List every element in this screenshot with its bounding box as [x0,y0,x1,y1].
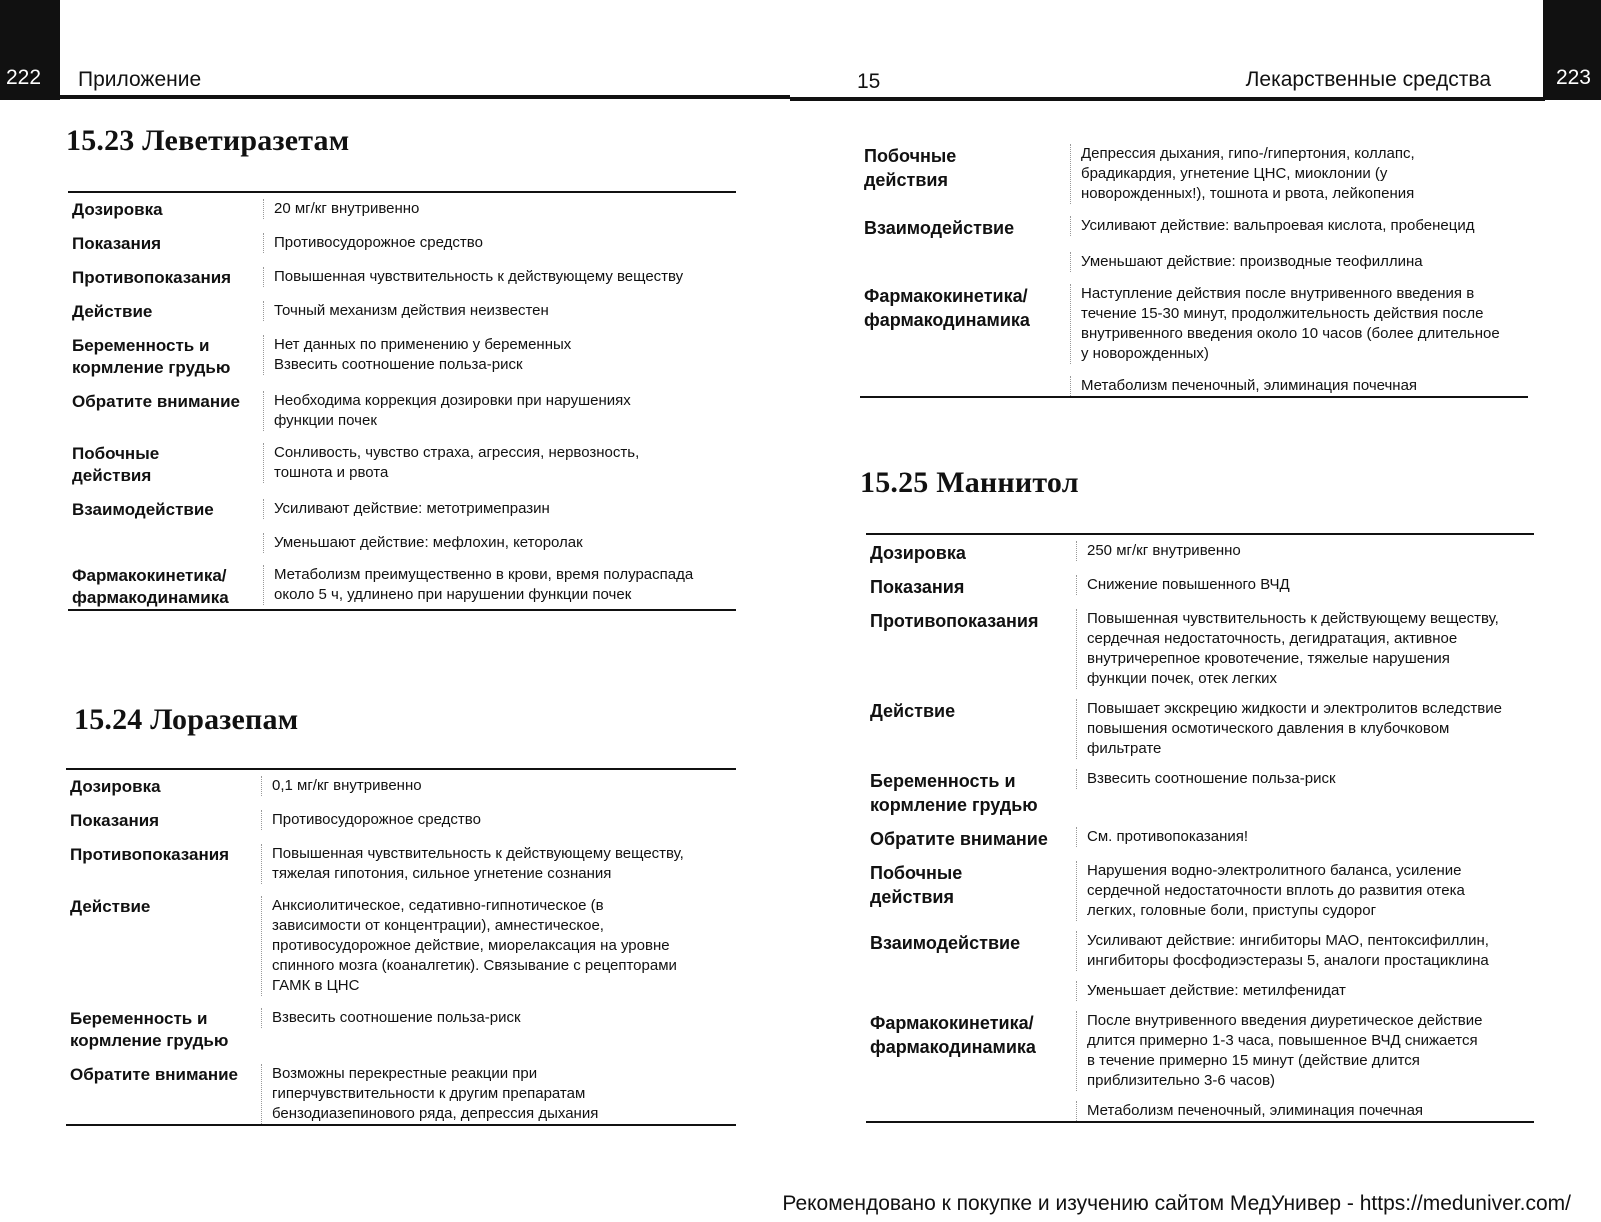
row-value-line: Метаболизм преимущественно в крови, время полураспада [274,566,694,583]
left-page-number: 222 [6,66,42,89]
row-label-line: фармакодинамика [72,588,229,607]
table-row [68,499,736,533]
row-value [263,335,736,375]
row-label-line: Показания [72,234,162,253]
table-row [860,216,1528,252]
table-row [866,931,1534,981]
row-value-line: легких, головные боли, приступы судорог [1087,902,1377,919]
row-label [68,391,263,413]
row-value-line: Усиливают действие: ингибиторы МАО, пентоксифиллин, [1087,932,1489,949]
row-label-line: Действие [70,897,151,916]
row-label-line: Фармакокинетика/ [870,1013,1034,1033]
row-label-line: Побочные [870,863,963,883]
row-value [1076,575,1534,595]
row-value-line: Возможны перекрестные реакции при [272,1065,538,1082]
row-value [1076,981,1534,1001]
table-levetiracetam [68,191,736,611]
row-label-line: фармакодинамика [864,310,1030,330]
row-value [263,233,736,253]
right-page-number: 223 [1555,66,1591,89]
table-row [68,301,736,335]
row-label-line: Обратите внимание [70,1065,238,1084]
row-label-line: Показания [870,577,965,597]
table-row [68,565,736,609]
row-label [68,267,263,289]
row-value-line: гиперчувствительности к другим препаратам [272,1085,586,1102]
row-value-line: бензодиазепинового ряда, депрессия дыхания [272,1105,599,1122]
row-value-line: Нарушения водно-электролитного баланса, усиление [1087,862,1462,879]
left-running-head: Приложение [78,68,202,91]
row-label [68,565,263,609]
table-row [866,769,1534,827]
row-value-line: внутричерепное кровотечение, тяжелые нарушения [1087,650,1450,667]
row-label-line: Обратите внимание [870,829,1048,849]
row-value-line: Повышенная чувствительность к действующему веществу [274,268,684,285]
row-label-line: Беременность и [72,336,210,355]
table-row [68,193,736,233]
row-value [1070,284,1528,364]
table-mannitol [866,533,1534,1123]
row-label [66,844,261,866]
row-label [66,1064,261,1086]
row-label [860,216,1070,240]
row-value-line: Повышенная чувствительность к действующему веществу, [272,845,684,862]
row-value-line: Усиливают действие: метотримепразин [274,500,550,517]
table-row [866,861,1534,931]
row-label [66,896,261,918]
row-label-line: Дозировка [870,543,966,563]
row-value [261,896,736,996]
row-value-line: После внутривенного введения диуретическое действие [1087,1012,1483,1029]
row-label-line: кормление грудью [70,1031,229,1050]
row-value [261,1008,736,1028]
row-value-line: ГАМК в ЦНС [272,977,360,994]
row-value [263,565,736,605]
row-value-line: зависимости от концентрации), амнестическое, [272,917,604,934]
row-label [68,499,263,521]
row-value [1070,144,1528,204]
table-row [866,1011,1534,1101]
row-value-line: фильтрате [1087,740,1162,757]
row-value-line: новорожденных!), тошнота и рвота, лейкопения [1081,185,1415,202]
table-lorazepam-continued [860,138,1528,398]
row-value-line: Противосудорожное средство [274,234,483,251]
table-row [66,1064,736,1124]
row-label [866,861,1076,909]
row-label-line: Фармакокинетика/ [864,286,1028,306]
row-value [1070,376,1528,396]
row-label-line: Дозировка [72,200,163,219]
table-row [866,609,1534,699]
table-row [66,844,736,896]
row-value-line: тяжелая гипотония, сильное угнетение сознания [272,865,612,882]
row-label-line: Побочные [864,146,957,166]
row-value [263,301,736,321]
row-value-line: 250 мг/кг внутривенно [1087,542,1241,559]
row-label [68,233,263,255]
row-value [263,199,736,219]
row-label [66,1008,261,1052]
table-row [68,233,736,267]
row-value [1076,861,1534,921]
table-row [860,138,1528,216]
row-label [866,827,1076,851]
table-row [66,770,736,810]
section-title-levetiracetam: 15.23 Леветиразетам [66,124,350,157]
row-value-line: Взвесить соотношение польза-риск [1087,770,1336,787]
row-value [263,533,736,553]
row-value-line: сердечная недостаточность, дегидратация, активное [1087,630,1458,647]
row-label-line: Дозировка [70,777,161,796]
row-value-line: функции почек, отек легких [1087,670,1278,687]
row-value-line: Точный механизм действия неизвестен [274,302,549,319]
row-value-line: 0,1 мг/кг внутривенно [272,777,422,794]
row-value-line: тошнота и рвота [274,464,389,481]
row-label-line: Побочные [72,444,160,463]
row-value [1076,1011,1534,1091]
row-value [1070,216,1528,236]
row-value-line: Сонливость, чувство страха, агрессия, нервозность, [274,444,640,461]
row-label-line: действия [870,887,954,907]
row-value-line: Повышенная чувствительность к действующему веществу, [1087,610,1499,627]
row-label [866,541,1076,565]
row-value-line: приблизительно 3-6 часов) [1087,1072,1276,1089]
row-value-line: повышения осмотического давления в клубочковом [1087,720,1450,737]
row-value-line: функции почек [274,412,377,429]
row-value [1076,541,1534,561]
row-value [261,1064,736,1124]
row-value [1076,699,1534,759]
row-label-line: Взаимодействие [864,218,1015,238]
table-row [68,443,736,499]
row-value-line: ингибиторы фосфодиэстеразы 5, аналоги простациклина [1087,952,1489,969]
row-value-line: Метаболизм печеночный, элиминация почечная [1081,377,1418,394]
row-value-line: длится примерно 1-3 часа, повышенное ВЧД снижается [1087,1032,1478,1049]
row-label [866,575,1076,599]
row-value [1070,252,1528,272]
row-value [261,844,736,884]
row-label [66,810,261,832]
row-value-line: Уменьшают действие: мефлохин, кеторолак [274,534,583,551]
row-label [68,301,263,323]
row-value-line: Взвесить соотношение польза-риск [274,356,523,373]
row-label-line: Обратите внимание [72,392,240,411]
table-row [866,981,1534,1011]
section-title-mannitol: 15.25 Маннитол [860,466,1079,499]
row-label-line: Противопоказания [870,611,1039,631]
table-row [66,810,736,844]
table-row [68,391,736,443]
row-label [866,931,1076,955]
row-value-line: 20 мг/кг внутривенно [274,200,420,217]
footer-recommendation: Рекомендовано к покупке и изучению сайтом МедУнивер - https://meduniver.com/ [782,1192,1571,1215]
row-label-line: Взаимодействие [72,500,214,519]
table-row [860,376,1528,396]
row-label-line: Беременность и [70,1009,208,1028]
row-value-line: Наступление действия после внутривенного введения в [1081,285,1475,302]
row-label-line: действия [72,466,152,485]
row-label [866,699,1076,723]
row-value [263,499,736,519]
row-label [866,769,1076,817]
table-row [866,1101,1534,1121]
table-row [866,699,1534,769]
row-value [1076,1101,1534,1121]
row-value-line: Уменьшают действие: производные теофиллина [1081,253,1423,270]
table-row [866,827,1534,861]
row-label [68,199,263,221]
table-row [860,284,1528,376]
row-value-line: противосудорожное действие, миорелаксация на уровне [272,937,670,954]
row-value-line: Уменьшает действие: метилфенидат [1087,982,1346,999]
row-label-line: Показания [70,811,160,830]
right-running-head: Лекарственные средства [1245,68,1491,91]
row-label [68,335,263,379]
table-row [66,896,736,1008]
left-header-rule [0,95,790,99]
row-label-line: Взаимодействие [870,933,1021,953]
row-value-line: Нет данных по применению у беременных [274,336,572,353]
row-value [1076,827,1534,847]
chapter-number: 15 [857,70,881,93]
row-value-line: Повышает экскрецию жидкости и электролитов вследствие [1087,700,1502,717]
row-label-line: Действие [72,302,153,321]
row-label-line: Противопоказания [72,268,232,287]
row-value-line: в течение примерно 15 минут (действие длится [1087,1052,1420,1069]
row-label-line: Действие [870,701,956,721]
row-value-line: Необходима коррекция дозировки при нарушениях [274,392,631,409]
row-value [261,776,736,796]
row-value-line: Противосудорожное средство [272,811,481,828]
row-label [860,284,1070,332]
row-label-line: Фармакокинетика/ [72,566,227,585]
row-value-line: брадикардия, угнетение ЦНС, миоклонии (у [1081,165,1388,182]
section-title-lorazepam: 15.24 Лоразепам [74,703,299,736]
row-value [263,267,736,287]
table-row [866,535,1534,575]
table-row [68,267,736,301]
table-row [66,1008,736,1064]
right-header-rule [790,97,1545,101]
row-label [866,1011,1076,1059]
row-label-line: кормление грудью [72,358,231,377]
row-label-line: действия [864,170,948,190]
row-value-line: Усиливают действие: вальпроевая кислота, пробенецид [1081,217,1475,234]
row-value-line: Метаболизм печеночный, элиминация почечная [1087,1102,1424,1119]
table-row [860,252,1528,284]
row-value-line: Снижение повышенного ВЧД [1087,576,1290,593]
row-label [860,144,1070,192]
row-label [66,776,261,798]
row-value-line: сердечной недостаточности вплоть до развития отека [1087,882,1465,899]
row-label [866,609,1076,633]
table-row [866,575,1534,609]
row-value-line: Депрессия дыхания, гипо-/гипертония, коллапс, [1081,145,1415,162]
table-row [68,533,736,565]
row-value [263,391,736,431]
row-label-line: Беременность и [870,771,1016,791]
row-label-line: кормление грудью [870,795,1038,815]
row-value-line: Анксиолитическое, седативно-гипнотическое (в [272,897,604,914]
row-value [261,810,736,830]
table-lorazepam [66,768,736,1126]
row-value [1076,609,1534,689]
row-value-line: течение 15-30 минут, продолжительность действия после [1081,305,1484,322]
row-value-line: Взвесить соотношение польза-риск [272,1009,521,1026]
row-label-line: фармакодинамика [870,1037,1036,1057]
row-value-line: у новорожденных) [1081,345,1209,362]
row-value-line: См. противопоказания! [1087,828,1249,845]
row-value-line: внутривенного введения около 10 часов (более длительное [1081,325,1500,342]
row-value [1076,769,1534,789]
row-label [68,443,263,487]
row-value [263,443,736,483]
table-row [68,335,736,391]
row-value-line: спинного мозга (коаналгетик). Связывание с рецепторами [272,957,677,974]
row-label-line: Противопоказания [70,845,230,864]
row-value-line: около 5 ч, удлинено при нарушении функции почек [274,586,632,603]
row-value [1076,931,1534,971]
